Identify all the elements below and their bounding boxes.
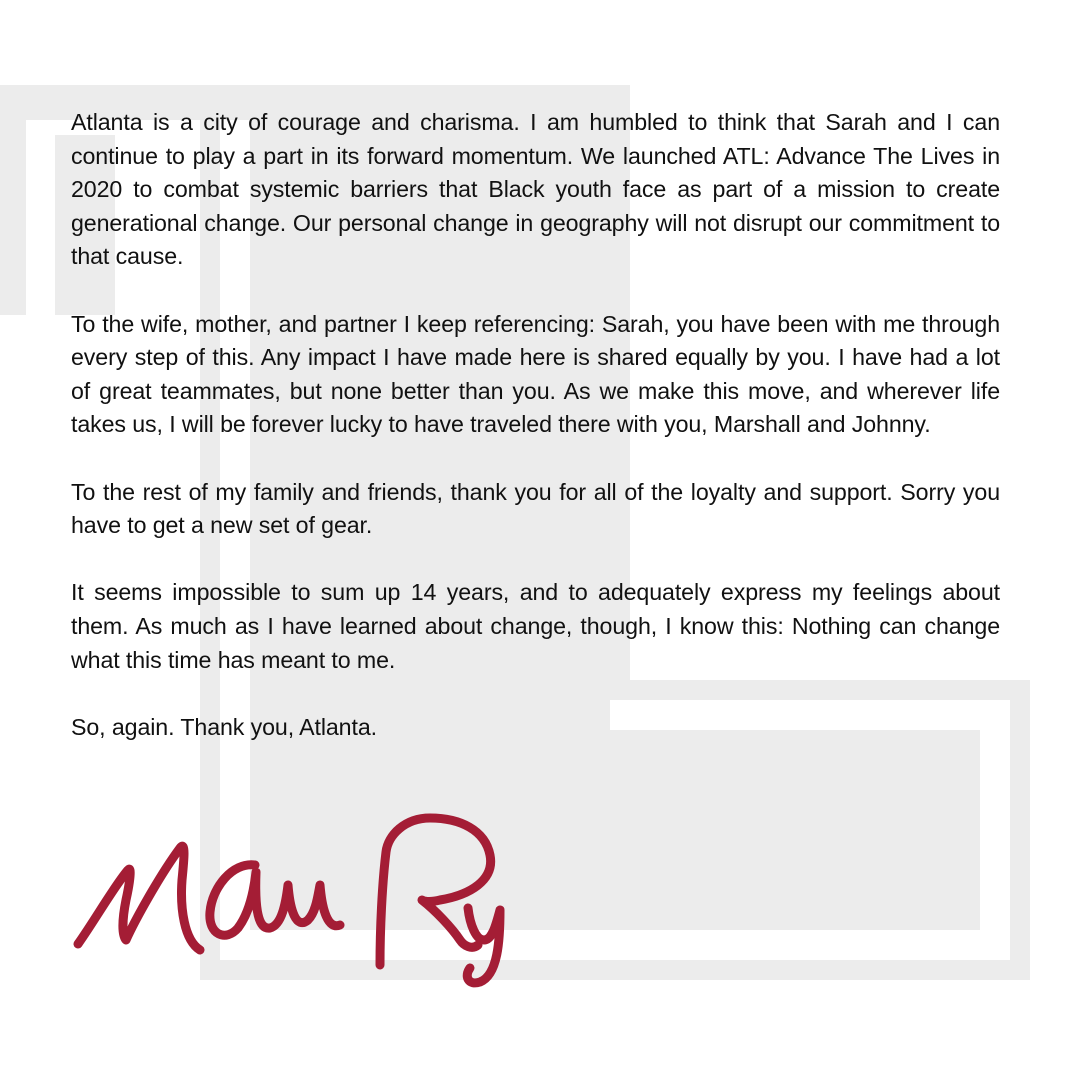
letter-paragraph-2: To the wife, mother, and partner I keep referencing: Sarah, you have been with me through every step of this. Any impact I have made here is shared equally by you. I have had a lot of great teammates, but none better than you. As we make this move, and wherever life takes us, I will be forever lucky to have traveled there with you, Marshall and Johnny. [71,310,1000,438]
letter-body [71,106,1000,778]
letter-paragraph-4: It seems impossible to sum up 14 years, and to adequately express my feelings about them. As much as I have learned about change, though, I know this: Nothing can change what this time has meant to me. [71,579,1000,673]
letter-paragraph-3: To the rest of my family and friends, thank you for all of the loyalty and support. Sorry you have to get a new set of gear. [71,478,1000,539]
handwritten-signature [60,790,530,1000]
letter-closing: So, again. Thank you, Atlanta. [71,713,377,740]
letter-paragraph-1: Atlanta is a city of courage and charisma. I am humbled to think that Sarah and I can continue to play a part in its forward momentum. We launched ATL: Advance The Lives in 2020 to combat systemic barriers that Black youth face as part of a mission to create generational change. Our personal change in geography will not disrupt our commitment to that cause. [71,109,1000,270]
